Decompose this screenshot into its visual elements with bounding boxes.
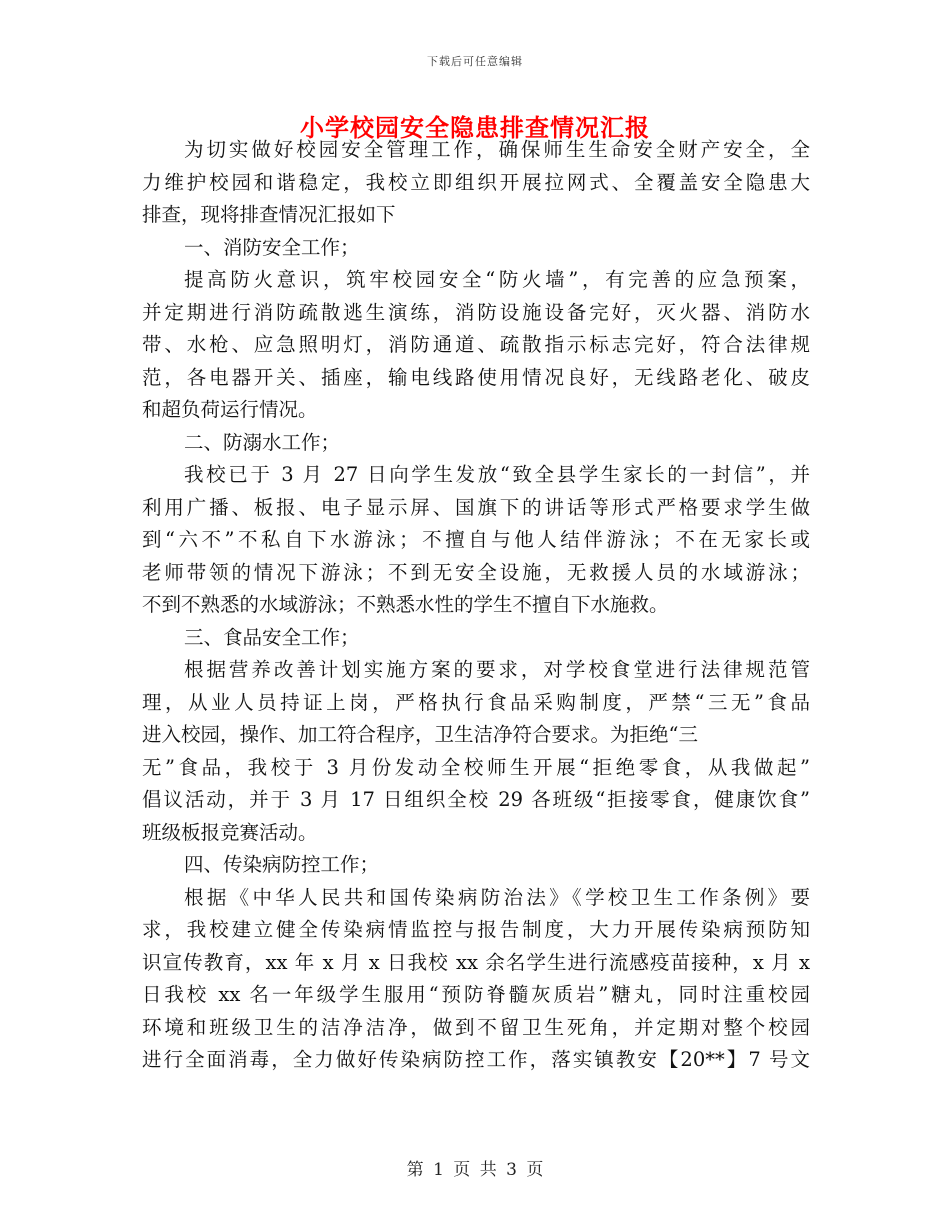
text-line: 无”食品，我校于 3 月份发动全校师生开展“拒绝零食，从我做起” <box>142 755 810 779</box>
text-line: 根据营养改善计划实施方案的要求，对学校食堂进行法律规范管 <box>184 658 810 681</box>
header-note: 下载后可任意编辑 <box>427 55 523 68</box>
text-line: 为切实做好校园安全管理工作，确保师生生命安全财产安全，全 <box>184 138 810 161</box>
text-line: 带、水枪、应急照明灯，消防通道、疏散指示标志完好，符合法律规 <box>142 333 810 356</box>
text-line: 提高防火意识，筑牢校园安全“防火墙”，有完善的应急预案， <box>184 268 810 291</box>
text-line: 进入校园，操作、加工符合程序，卫生洁净符合要求。为拒绝“三 <box>142 723 698 746</box>
text-line: 班级板报竞赛活动。 <box>142 820 318 844</box>
text-line: 并定期进行消防疏散逃生演练，消防设施设备完好，灭火器、消防水 <box>142 300 810 324</box>
text-line: 力维护校园和谐稳定，我校立即组织开展拉网式、全覆盖安全隐患大 <box>142 170 810 194</box>
text-line: 我校已于 3 月 27 日向学生发放“致全县学生家长的一封信”，并 <box>184 463 810 486</box>
document-body <box>142 134 810 1077</box>
section-heading: 一、消防安全工作； <box>184 235 360 259</box>
text-line: 利用广播、板报、电子显示屏、国旗下的讲话等形式严格要求学生做 <box>142 495 810 519</box>
text-line: 根据《中华人民共和国传染病防治法》《学校卫生工作条例》要 <box>184 885 810 909</box>
section-heading: 二、防溺水工作； <box>184 430 341 454</box>
section-heading: 三、食品安全工作； <box>184 625 360 649</box>
text-line: 老师带领的情况下游泳；不到无安全设施，无救援人员的水域游泳； <box>142 560 810 584</box>
text-line: 不到不熟悉的水域游泳；不熟悉水性的学生不擅自下水施救。 <box>142 593 669 616</box>
text-line: 排查，现将排查情况汇报如下 <box>142 203 396 226</box>
text-line: 日我校 xx 名一年级学生服用“预防脊髓灰质岩”糖丸，同时注重校园 <box>142 983 810 1006</box>
text-line: 识宣传教育，xx 年 x 月 x 日我校 xx 余名学生进行流感疫苗接种，x 月 x <box>142 950 810 974</box>
text-line: 范，各电器开关、插座，输电线路使用情况良好，无线路老化、破皮 <box>142 365 810 389</box>
text-line: 环境和班级卫生的洁净洁净，做到不留卫生死角，并定期对整个校园 <box>142 1015 810 1039</box>
text-line: 求，我校建立健全传染病情监控与报告制度，大力开展传染病预防知 <box>142 918 810 941</box>
text-line: 到“六不”不私自下水游泳；不擅自与他人结伴游泳；不在无家长或 <box>142 528 810 551</box>
document-title: 小学校园安全隐患排查情况汇报 <box>300 113 650 142</box>
text-line: 进行全面消毒，全力做好传染病防控工作，落实镇教安【20**】7 号文 <box>142 1048 810 1071</box>
text-line: 倡议活动，并于 3 月 17 日组织全校 29 各班级“拒接零食，健康饮食” <box>142 788 810 811</box>
text-line: 和超负荷运行情况。 <box>142 398 318 421</box>
section-heading: 四、传染病防控工作； <box>184 853 380 876</box>
page-footer: 第 1 页 共 3 页 <box>406 1160 544 1180</box>
text-line: 理，从业人员持证上岗，严格执行食品采购制度，严禁“三无”食品 <box>142 690 810 714</box>
